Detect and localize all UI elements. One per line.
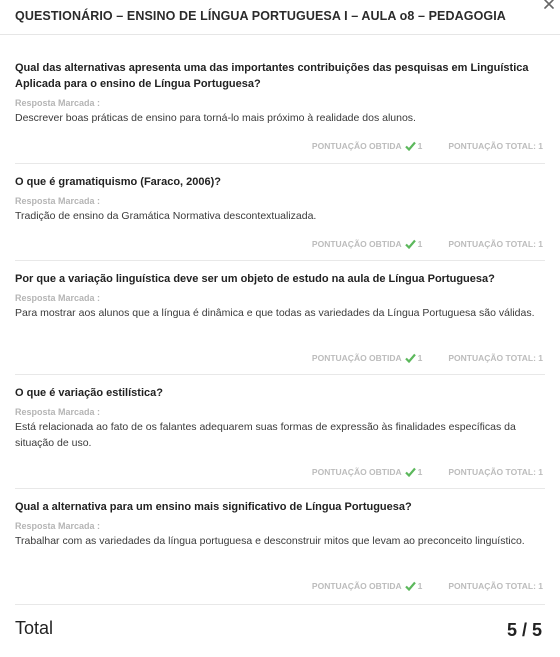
score-row [312,465,543,479]
score-obtained-label: PONTUAÇÃO OBTIDA [311,467,402,477]
divider [15,374,545,375]
question-title: Qual a alternativa para um ensino mais significativo de Língua Portuguesa? [15,501,412,513]
checkmark-icon [405,141,416,151]
question-item [15,385,545,451]
score-total-label: PONTUAÇÃO TOTAL: 1 [448,467,543,477]
question-title: Qual das alternativas apresenta uma das importantes contribuições das pesquisas em Linguística Aplicada para o ensino de Língua Portuguesa? [15,62,529,90]
total-label: Total [15,618,54,638]
score-row [312,579,543,593]
close-icon[interactable] [542,0,556,11]
marked-answer-label: Resposta Marcada : [15,521,101,531]
panel-header [0,0,560,35]
checkmark-icon [405,353,416,363]
divider [15,604,545,605]
question-item [15,60,545,126]
marked-answer-text: Descrever boas práticas de ensino para torná-lo mais próximo à realidade dos alunos. [15,112,416,124]
score-row [312,237,543,251]
question-item [15,271,545,321]
marked-answer-text: Tradição de ensino da Gramática Normativa descontextualizada. [15,210,317,222]
score-obtained-value: 1 [417,141,423,151]
marked-answer-label: Resposta Marcada : [15,196,101,206]
score-obtained-label: PONTUAÇÃO OBTIDA [311,141,402,151]
score-row [312,139,543,153]
question-item [15,174,545,224]
divider [15,260,545,261]
marked-answer-text: Está relacionada ao fato de os falantes adequarem suas formas de expressão às finalidades específicas da situação de uso. [15,421,516,449]
page-title: QUESTIONÁRIO – ENSINO DE LÍNGUA PORTUGUESA I – AULA o8 – PEDAGOGIA [15,9,506,23]
divider [15,163,545,164]
checkmark-icon [405,581,416,591]
total-score: 5 / 5 [506,620,542,640]
checkmark-icon [405,467,416,477]
score-obtained-value: 1 [417,239,423,249]
question-title: O que é variação estilística? [15,387,163,399]
score-obtained-value: 1 [417,581,423,591]
score-obtained-value: 1 [417,353,423,363]
score-obtained-label: PONTUAÇÃO OBTIDA [311,353,402,363]
marked-answer-text: Trabalhar com as variedades da língua portuguesa e desconstruir mitos que levam ao preconceito linguístico. [15,535,525,547]
question-title: O que é gramatiquismo (Faraco, 2006)? [15,176,222,188]
score-total-label: PONTUAÇÃO TOTAL: 1 [448,353,543,363]
score-obtained-label: PONTUAÇÃO OBTIDA [311,239,402,249]
score-total-label: PONTUAÇÃO TOTAL: 1 [448,239,543,249]
marked-answer-label: Resposta Marcada : [15,407,101,417]
score-obtained-value: 1 [417,467,423,477]
marked-answer-label: Resposta Marcada : [15,293,101,303]
question-item [15,499,545,549]
marked-answer-text: Para mostrar aos alunos que a língua é dinâmica e que todas as variedades da Língua Portuguesa são válidas. [15,307,535,319]
marked-answer-label: Resposta Marcada : [15,98,101,108]
score-obtained-label: PONTUAÇÃO OBTIDA [311,581,402,591]
score-total-label: PONTUAÇÃO TOTAL: 1 [448,141,543,151]
score-total-label: PONTUAÇÃO TOTAL: 1 [448,581,543,591]
score-row [312,351,543,365]
divider [15,488,545,489]
checkmark-icon [405,239,416,249]
question-title: Por que a variação linguística deve ser um objeto de estudo na aula de Língua Portuguesa? [15,273,495,285]
